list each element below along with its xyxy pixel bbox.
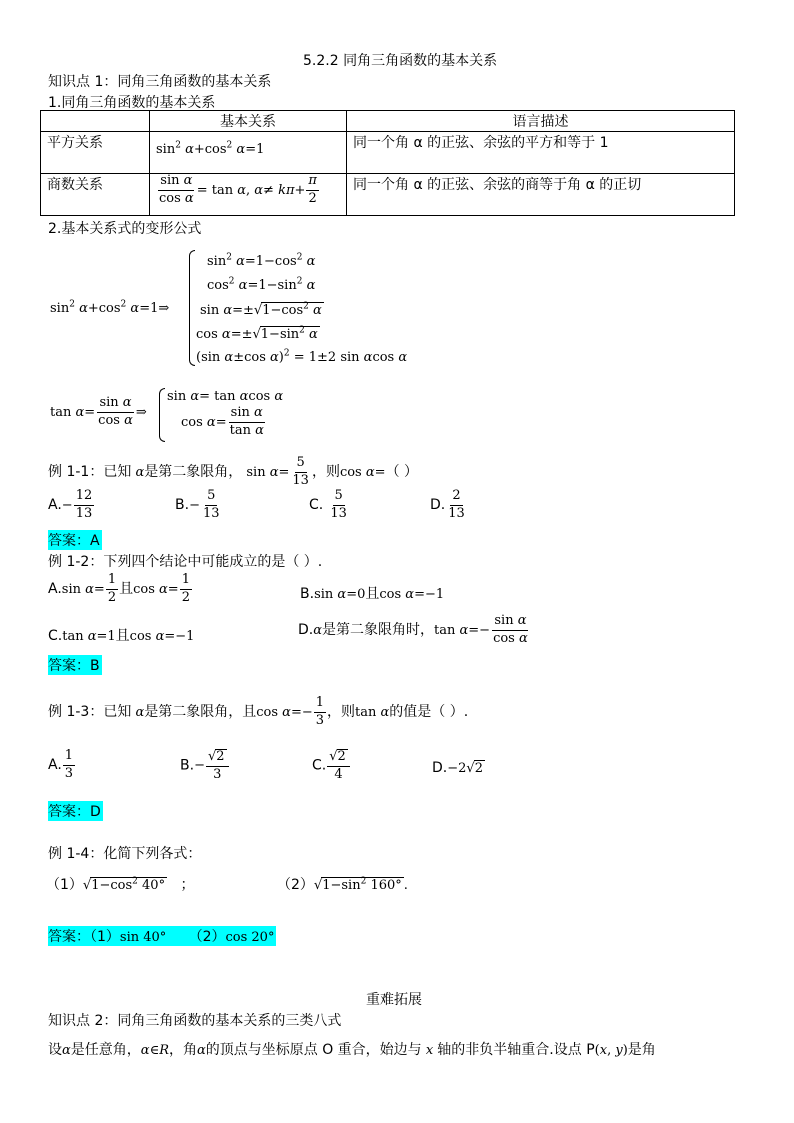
tan-definition: tan α= $\frac{\text{sin α}}{\text{cos α}}$ ⇒ <box>50 395 147 428</box>
ex1-answer: 答案：A <box>48 530 102 550</box>
brace-2 <box>159 388 165 442</box>
formula-sin-root: $\sin \alpha=\pm√1-\cos^2$ α <box>200 301 322 318</box>
ex2-answer: 答案：B <box>48 655 102 675</box>
ex1-option-b: B.− $\frac{5}{13}$ <box>175 488 220 521</box>
formula-sin-tan: sin α= tan αcos α <box>167 389 284 404</box>
ex1-option-c: C. $\frac{5}{13}$ <box>309 488 347 521</box>
ex1-text-d: （ ） <box>385 463 419 480</box>
row-quotient-name: 商数关系 <box>41 174 150 216</box>
ex3-option-a: A. $\frac{1}{3}$ <box>48 748 74 781</box>
ex1-option-d: D. $\frac{2}{13}$ <box>430 488 465 521</box>
formula-sin2: $\sin^2 \alpha=1-\cos^2$ α <box>207 252 316 269</box>
last-line: 设α是任意角，α∈R，角α的顶点与坐标原点 O 重合，始边与 x 轴的非负半轴重合.设点 P(x, y)是角 <box>48 1042 656 1058</box>
row-quotient-formula: $\frac{\text{sin α}}{\text{cos α}}$ = tan α, α≠ kπ+ $\frac{\pi}{2}$ <box>150 174 347 216</box>
ex1-label: 例 1-1： <box>48 463 104 480</box>
formula-cos2: $\cos^2 \alpha=1-\sin^2$ α <box>207 276 316 293</box>
knowledge-point-2: 知识点 2：同角三角函数的基本关系的三类八式 <box>48 1013 342 1029</box>
relations-table <box>40 110 735 216</box>
formula-cos-root: $\cos \alpha=\pm√1-\sin^2$ α <box>196 325 318 342</box>
page-title: 5.2.2 同角三角函数的基本关系 <box>303 53 498 69</box>
ex4-part-2: $(2)√1-\sin^2$ 160° . <box>277 876 408 893</box>
row-square-formula: $\sin^2 \alpha+\cos^2$ α=1 <box>150 132 347 174</box>
ex1-text-c: ，则 <box>311 463 340 480</box>
knowledge-point-1: 知识点 1：同角三角函数的基本关系 <box>48 74 272 90</box>
ex1-text-a: 已知 <box>103 463 132 480</box>
identity-lhs: $\sin^2 \alpha+\cos^2$ α=1⇒ <box>50 299 170 316</box>
row-square-name: 平方关系 <box>41 132 150 174</box>
section-2-heading: 2.基本关系式的变形公式 <box>48 221 202 237</box>
row-quotient-desc: 同一个角 α 的正弦、余弦的商等于角 α 的正切 <box>347 174 735 216</box>
ex1-option-a: A.− $\frac{12}{13}$ <box>48 488 93 521</box>
ex2-option-c: C.tan α=1且cos α=−1 <box>48 628 195 644</box>
formula-square-sum: (sin α±cos α)$^2$ = 1±2 sin αcos α <box>196 348 408 365</box>
formula-cos-tan: cos α= $\frac{\text{sin α}}{\text{tan α}}$ <box>181 405 264 438</box>
ex4-answer: 答案：（1）sin 40° （2）cos 20° <box>48 926 276 946</box>
row-square-desc: 同一个角 α 的正弦、余弦的平方和等于 1 <box>347 132 735 174</box>
ex4-part-1: $(1)√1-\cos^2$ 40° ； <box>46 876 195 893</box>
ex2-option-d: D.α是第二象限角时，tan α=− $\frac{\text{sin α}}{\text{cos α}}$ <box>298 613 528 646</box>
ex1-text-b: 是第二象限角， <box>144 463 243 480</box>
section-1-heading: 1.同角三角函数的基本关系 <box>48 95 216 111</box>
example-1-4: 例 1-4：化简下列各式： <box>48 846 202 862</box>
ex3-option-b: B.− $\frac{√2}{3}$ <box>180 749 230 783</box>
table-header-relation: 基本关系 <box>150 111 347 132</box>
ex2-option-b: B.sin α=0且cos α=−1 <box>300 586 445 602</box>
ex2-option-a: A.sin α= $\frac{1}{2}$ 且cos α= $\frac{1}{2}$ <box>48 572 190 605</box>
example-1-3: 例 1-3：已知 α是第二象限角，且cos α=− $\frac{1}{3}$ ，则tan α的值是（ ）. <box>48 695 469 728</box>
example-1-1: 例 1-1：已知 α是第二象限角， sin α= $\frac{5}{13}$ ，则cos α=（ ） <box>48 455 419 488</box>
brace-1 <box>189 250 195 366</box>
ex3-answer: 答案：D <box>48 801 103 821</box>
example-1-2: 例 1-2：下列四个结论中可能成立的是（ ）. <box>48 554 323 570</box>
table-header-description: 语言描述 <box>347 111 735 132</box>
table-header-empty <box>41 111 150 132</box>
ex3-option-c: C. $\frac{√2}{4}$ <box>312 749 351 783</box>
section-title-extension: 重难拓展 <box>366 992 422 1008</box>
ex3-option-d: D.−2√2 <box>432 760 483 776</box>
